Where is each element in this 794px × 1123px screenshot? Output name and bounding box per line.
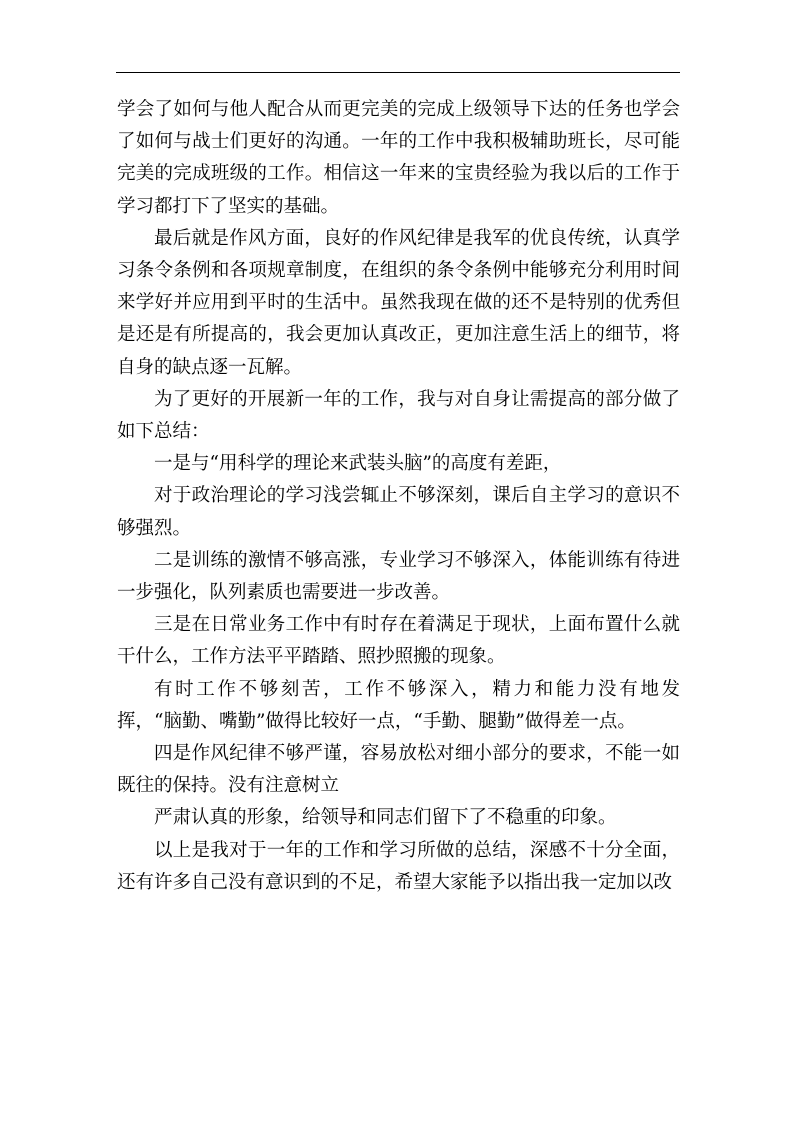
paragraph: 一是与“用科学的理论来武装头脑”的高度有差距， [154,453,562,475]
paragraph: 三是在日常业务工作中有时存在着满足于现状，上面布置什么就干什么，工作方法平平踏踏、照抄照搬的现象。 [117,614,680,668]
paragraph: 四是作风纪律不够严谨，容易放松对细小部分的要求，不能一如既往的保持。没有注意树立 [117,743,680,797]
paragraph: 二是训练的激情不够高涨，专业学习不够深入，体能训练有待进一步强化，队列素质也需要进一步改善。 [117,549,680,604]
paragraph: 为了更好的开展新一年的工作，我与对自身让需提高的部分做了如下总结： [117,388,680,443]
document-body [117,94,680,899]
paragraph: 以上是我对于一年的工作和学习所做的总结，深感不十分全面，还有许多自己没有意识到的不足，希望大家能予以指出我一定加以改 [117,839,680,893]
paragraph: 学会了如何与他人配合从而更完美的完成上级领导下达的任务也学会了如何与战士们更好的沟通。一年的工作中我积极辅助班长，尽可能完美的完成班级的工作。相信这一年来的宝贵经验为我以后的工作于学习都打下了坚实的基础。 [117,99,680,217]
paragraph: 有时工作不够刻苦，工作不够深入，精力和能力没有地发挥，“脑勤、嘴勤”做得比较好一点，“手勤、腿勤”做得差一点。 [117,678,680,732]
paragraph: 严肃认真的形象，给领导和同志们留下了不稳重的印象。 [154,807,617,829]
paragraph: 对于政治理论的学习浅尝辄止不够深刻，课后自主学习的意识不够强烈。 [117,485,680,539]
header-rule [116,72,680,73]
paragraph: 最后就是作风方面，良好的作风纪律是我军的优良传统，认真学习条令条例和各项规章制度，在组织的条令条例中能够充分利用时间来学好并应用到平时的生活中。虽然我现在做的还不是特别的优秀但是还是有所提高的，我会更加认真改正，更加注意生活上的细节，将自身的缺点逐一瓦解。 [117,227,680,378]
